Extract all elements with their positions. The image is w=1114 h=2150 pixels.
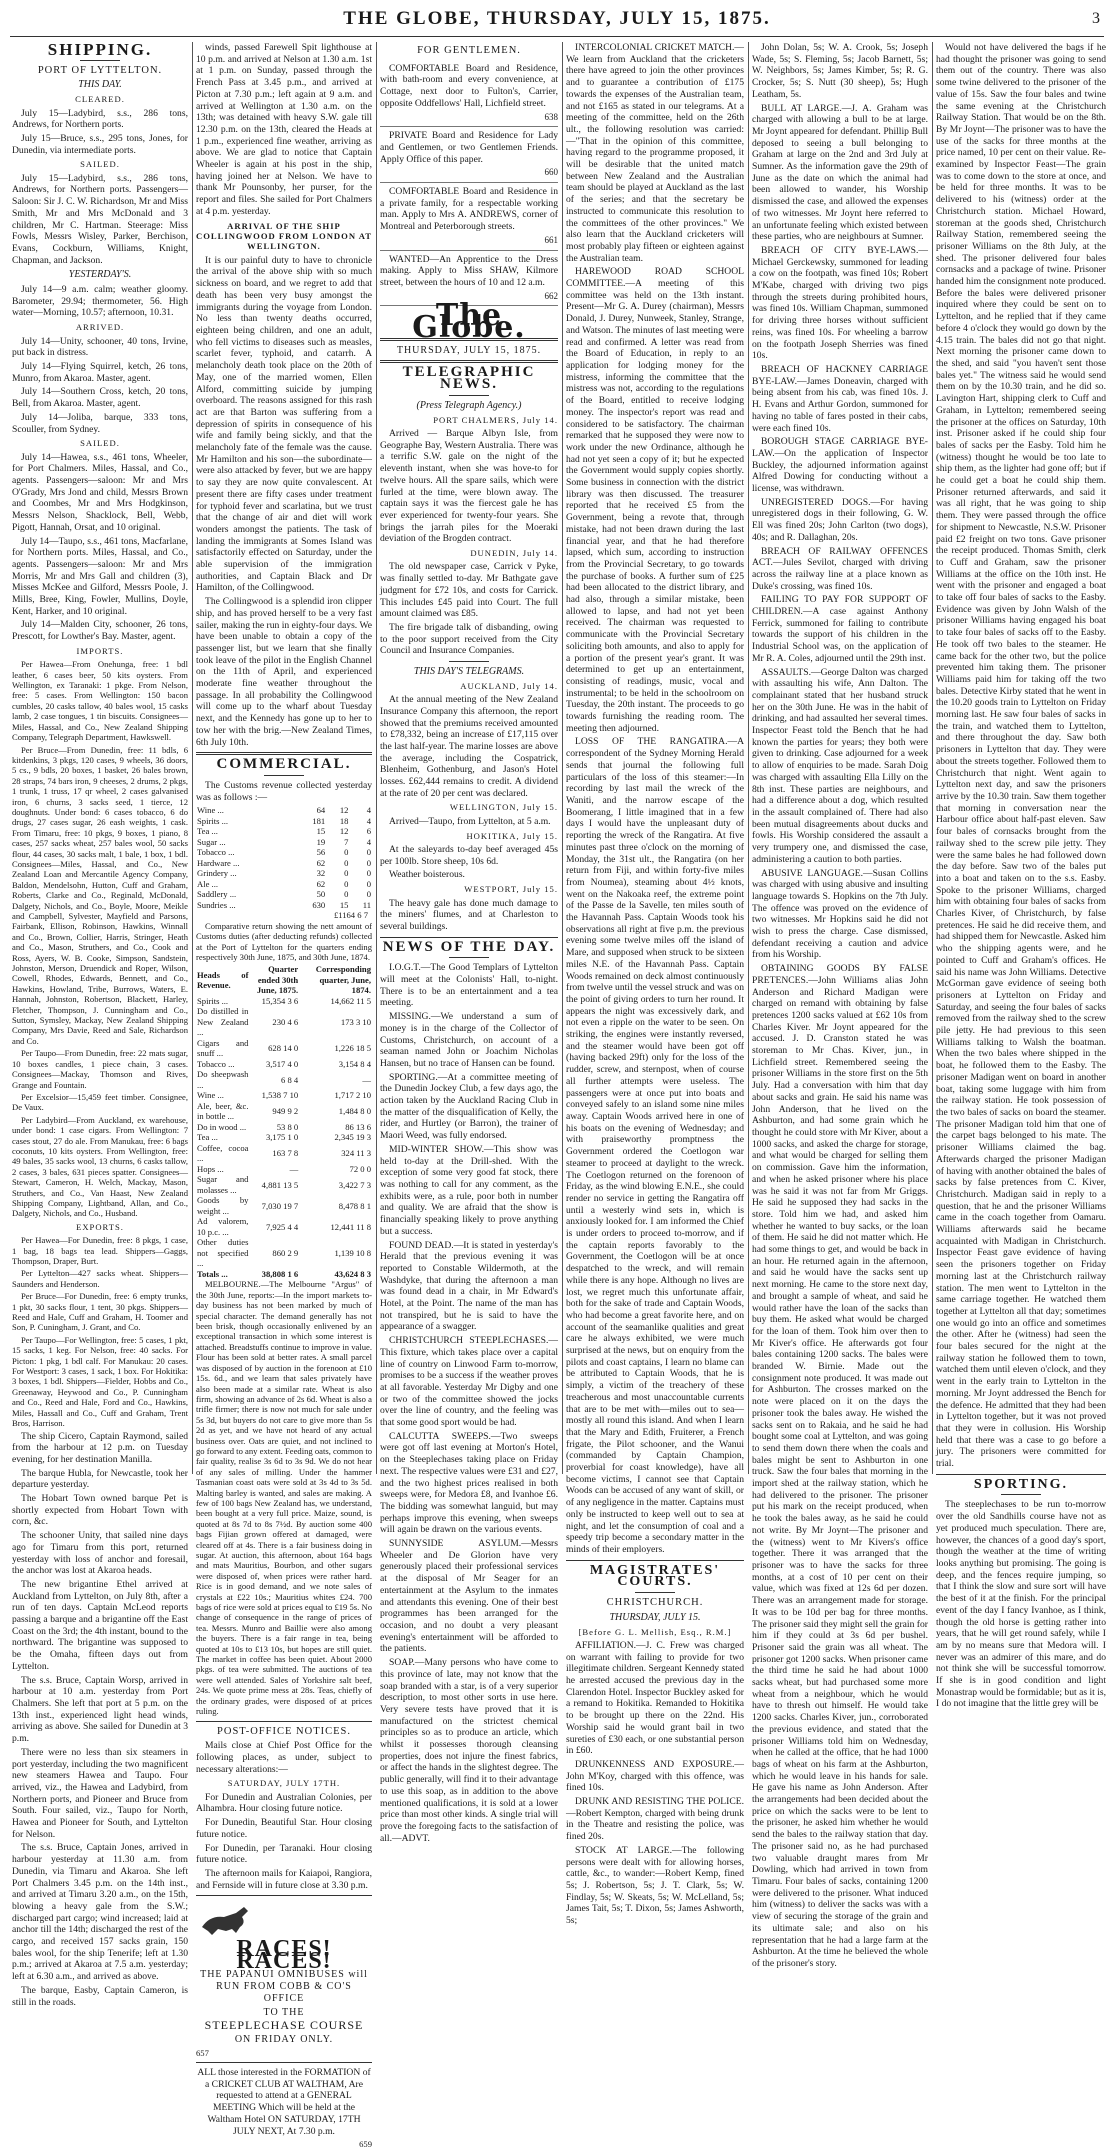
telegram: At the annual meeting of the New Zealand Insurance Company this afternoon, the report showed that the premiums received amounted to £78,332, being an increase of £17,115 over the last half-year. The marine losses are above the average, including the Cospatrick, Blenheim, Gothenburg, and Jason's Hotel losses. £62,444 remains to credit. A dividend at the rate of 20 per cent was declared. bbox=[380, 694, 558, 799]
divider bbox=[196, 2062, 372, 2063]
ad-number: 638 bbox=[544, 111, 558, 122]
table-cell: 50 bbox=[316, 889, 326, 900]
cricket-club-ad: ALL those interested in the FORMATION of a CRICKET CLUB AT WALTHAM, Are requested to attend at a GENERAL MEETING Which will be held at the Waltham Hotel ON SATURDAY, 17TH JULY NEXT, At 7.30 p.m. bbox=[197, 2067, 371, 2137]
divider bbox=[380, 937, 558, 938]
arrived-item: July 14—Southern Cross, ketch, 20 tons, Bell, from Akaroa. Master, agent. bbox=[12, 386, 188, 410]
table-row bbox=[196, 879, 372, 890]
table-row bbox=[196, 1269, 372, 1280]
court-case: OBTAINING GOODS BY FALSE PRETENCES.—John Williams alias John Anderson and Richard Madigan were charged on remand with obtaining by false pretences 1200 sacks valued at £62 10s from Charles Kiver. Mr Joynt appeared for the accused. J. D. Cranston stated he was storeman to Mr Chas. Kiver, jun., in Lichfield street. Remembered seeing the prisoner Williams in the store first on the 5th July. Had a conversation with him that day about sacks and grain. He said his name was John Anderson, that he lived on the Ashburton, and had some grain which he thought he could store with Mr Kiver, about a 1000 sacks, and asked the charge for storage, and what would be charged for selling them on commission. Gave him the information, and when he asked prisoner where his place was he said it was not far from Mr Griggs. He said he supposed they had sacks in the store. Told him we had, and asked him whether he wanted to buy sacks, or the loan of them. He said he did not matter which. He had some things to get, and would be back in an hour. He returned again in the afternoon, and said he would have the sacks sent up next morning. He came to the store next day, and brought a sample of wheat, and said he would rather have the loan of the sacks than buy them. He asked what would be charged for the loan of them. Took him over then to Mr Kiver's office. He afterwards got four bales containing 1200 sacks. The bales were branded W. Birnie. Made out the consignment note produced. It was made out for Ashburton. The crosses marked on the note were placed on it on the days the prisoner took the bales away. He wished the sacks sent on to Rakaia, and he said he had bought some coal at Lyttelton, and was going to send them down there when the coals and bales might be sent to Ashburton in one truck. Saw the four bales that morning in the import shed at the railway station, which he had delivered to the prisoner. The prisoner put his mark on the receipt produced, when he took the bales away, as he said he could not write. By Mr Joynt—The prisoner and the (witness) went to Mr Kivers's office together. There it was arranged that the prisoner was to have the sacks for three months, at a cost of 10 per cent on their value, which was fixed at 12s 6d per dozen. There was an arrangement made for storage. It was to be 10d per bag for three months. The prisoner said they might sell the grain for him if they could at 3s 6d per bushel. Prisoner said the grain was all wheat. The prisoner got 1200 sacks. When prisoner came the third time he said he had about 1000 sacks wheat, but had purchased some more wheat from a neighbour, which he would have to thresh out himself. He would take 1200 sacks. Charles Kiver, jun., corroborated the previous evidence, and stated that the prisoner Williams told him on Wednesday, when he called at the office, that he had 1000 bags of wheat on his farm at the Ashburton, which he would leave in his hands for sale. He gave his name as John Anderson. After the arrangements had been decided about the price on which the sacks were to be lent to the prisoner, he asked him whether he would send the bales to the railway station that day. The prisoner said no, as he had purchased two valuable draught mares from Mr Dowling, which had arrived in town from Timaru. Four bales of sacks, containing 1200 were delivered to the prisoner. What induced him (witness) to deliver the sacks was with a view of securing the storage of the grain and its ultimate sale; and also on his representation that he had a large farm at the Ashburton. At the time he believed the whole of the prisoner's story. bbox=[752, 963, 928, 1969]
this-days-telegrams-heading: THIS DAY'S TELEGRAMS. bbox=[413, 666, 525, 678]
table-cell: 12,441 11 8 bbox=[330, 1221, 371, 1232]
table-cell: 3,517 4 0 bbox=[265, 1058, 299, 1069]
table-cell: 56 bbox=[316, 847, 326, 858]
news-item: SPORTING.—At a committee meeting of the Dunedin Jockey Club, a few days ago, the action taken by the Auckland Racing Club in the matter of the disqualification of Kelly, the rider, and Hurtley (or Barron), the trainer of Maori Weed, was fully endorsed. bbox=[380, 1071, 558, 1142]
dateline: PORT CHALMERS, July 14. bbox=[433, 414, 558, 425]
divider bbox=[196, 1895, 372, 1896]
table-cell: 2,345 19 3 bbox=[334, 1132, 371, 1143]
ad-text: COMFORTABLE Board and Residence, with bath-room and every convenience, at Cottage, next door to Fulton's, Carrier, opposite Oddfellows' Hall, Lichfield street. bbox=[380, 62, 558, 109]
table-cell: 163 7 8 bbox=[272, 1148, 299, 1159]
ad-number: 661 bbox=[544, 234, 558, 245]
classified-ad bbox=[380, 60, 558, 128]
table-cell: 0 bbox=[344, 878, 349, 889]
exports-heading: EXPORTS. bbox=[76, 1221, 124, 1232]
post-notice: For Dunedin, per Taranaki. Hour closing future notice. bbox=[196, 1842, 372, 1866]
court-case: DRUNKENNESS AND EXPOSURE.—John M'Koy, charged with this offence, was fined 10s. bbox=[566, 1758, 744, 1794]
telegram: Arrived — Barque Albyn Isle, from Geographe Bay, Western Australia. There was a terrific S.W. gale on the night of the eleventh instant, when she was hove-to for twelve hours. All the spare sails, which were furled at the time, were blown away. The captain says it was the fiercest gale he has ever experienced for twenty-four years. She brings the jarrah piles for the Moeraki deviation of the Brogden contract. bbox=[380, 427, 558, 545]
table-cell: Sugar ... bbox=[197, 836, 226, 847]
table-cell: 1,484 8 0 bbox=[338, 1106, 371, 1117]
section-heading-sporting: SPORTING. bbox=[973, 1476, 1069, 1492]
newspaper-title: THE GLOBE, THURSDAY, JULY 15, 1875. bbox=[343, 8, 771, 29]
court-case: ABUSIVE LANGUAGE.—Susan Collins was charged with using abusive and insulting language towards S. Hopkins on the 7th July. The offence was proved on the evidence of two witnesses. Mr Hopkins said he did not wish to press the charge. Case dismissed, defendant receiving a caution and advice from his Worship. bbox=[752, 867, 928, 961]
column-news-continued bbox=[566, 42, 744, 1927]
arrival-paragraph: It is our painful duty to have to chronicle the arrival of the above ship with so much sickness on board, and we regret to add that death has been very busy amongst the immigrants during the voyage from London. No less than twenty deaths occurred, eighteen being children, and one an adult, who fell victims to diseases such as measles, scarlet fever, typhoid, and catarrh. A melancholy death took place on the 20th of May, one of the married women, Ellen Alford, committing suicide by jumping overboard. The reasons assigned for this rash act are that Barton was suffering from a depression of spirits in consequence of his wife and family being sickly, and that the melancholy fate of the female was the cause. Mr Hamilton and his son—the subordinate—were also attacked by fever, but we are happy to say they are now quite convalescent. At present there are fifty cases under treatment for typhoid fever and scarlatina, but we trust that the change of air and diet will work wonders amongst the patients. The task of landing the immigrants at Somes Island was satisfactorily effected on Saturday, under the able supervision of the immigration authorities, and Captain Black and Dr Hamilton, of the Collingwood. bbox=[196, 254, 372, 594]
court-case: Would not have delivered the bags if he had thought the prisoner was going to send them out of the country. There was also some twine delivered to the prisoner of the value of 15s. Saw the four bales and twine the same evening at the Christchurch Railway Station. That would be on the 8th. By Mr Joynt—The prisoner was to have the use of the sacks for three months at the price named, 10 per cent on their value. Re-examined by Inspector Feast—The grain was to come down to the store at once, and be held for three months. It was to be delivered to his (witness) order at the Christchurch station. Michael Howard, storeman at the goods shed, Christchurch Railway Station, remembered seeing the prisoner Williams on the 8th July, at the shed. The prisoner delivered four bales cornsacks and a package of twine. Prisoner handed him the consignment note produced. Before the bales were delivered prisoner inquired where they could be sent on to Lyttelton, and he replied that if they came before 4 o'clock they would go down by the 4.15 train. The bales did not go that night. Next morning the prisoner came down to the shed, and said "you haven't sent those bales yet." The witness said he would send them on by the 10.30 train, and he did so. Lavington Hart, shipping clerk to Cuff and Graham, in Lyttelton; remembered seeing the prisoner at the offices on Saturday, 10th inst. Prisoner asked if he could ship four bales of sacks per the Easby. Told him he (witness) thought he would be too late to ship them, as the lighter had gone off; but if he could get a boat he could ship them. Prisoner returned afterwards, and said it was all right, that he was going to ship them. They were passed through the office for shipment to Newcastle, N.S.W. Prisoner paid £2 freight on two tons. Gave prisoner the receipt produced. Thomas Smith, clerk to Cuff and Graham, saw the prisoner Williams at the office on the 10th inst. He went with the prisoner and engaged a boat to take off four bales of sacks to the Easby. Evidence was given by John Walsh of the prisoner Williams having engaged his boat to take four bales of sacks off to the Easby. He took off two bales to the steamer. He came back for the other two, but the police prevented him taking them. The prisoner Williams paid him for taking off the two bales. Detective Kirby stated that he went in the 10.20 goods train to Lyttelton on Friday morning last. He saw four bales of sacks in the train, and watched them to Lyttelton, and there throughout the day. Saw both prisoners in Lyttelton that day. They were about the streets together. Followed them to Christchurch that night. Went again to Lyttelton next day, and saw the prisoners arrive by the 10.30 train. Saw them together that morning in conversation near the Harbour office about half-past eleven. Saw four bales of cornsacks brought from the railway shed to the screw pile jetty. They were the same bales he had followed down the day before. Saw two of the bales put into a boat and taken on to the s.s. Easby. Spoke to the prisoner Williams, charged him with obtaining four bales of sacks from Charles Kiver, of Christchurch, by false pretences. He said he did receive them, and had shipped them for Newcastle. Asked him who the shipping agents were, and he pointed to Cuff and Graham's offices. He said his name was John Williams. Detective McGorman gave evidence of seeing both prisoners at Lyttelton on Friday and Saturday, and seeing the four bales of sacks removed from the railway shed to the screw pile jetty. He had previous to this seen Williams talking to Walsh the boatman. When the two bales where shipped in the boat, he followed them to the Easby. The prisoner Madigan went on board in another boat, taking some luggage with him from the railway station. He took possession of the two bales of sacks on board the steamer. The prisoner Madigan told him that one of the carpet bags belonged to his mate. The prisoner Williams claimed the bag. Afterwards charged the prisoner Madigan of having with another obtained the bales of sacks by false pretences from C. Kiver, Christchurch. Madigan said in reply to a question, that he and the prisoner Williams came in the coach together from Oamaru. Williams afterwards said he became acquainted with Madigan in Christchurch. Inspector Feast gave evidence of having seen the prisoners together on Friday morning last at the Christchurch railway station. The men went to Lyttelton in the same carriage together. He watched them together at Lyttelton all that day; sometimes one would go into an office and sometimes the other. After he (witness) had seen the four bales secured for the night at the railway station he followed them to town, watched them until eleven o'clock, and they went in the early train to Lyttelton in the morning. Mr Joynt addressed the Bench for the defence. He admitted that they had been in Lyttelton together, but it was not proved that they were in collusion. His Worship held that there was a case to go before a jury. The prisoners were committed for trial. bbox=[936, 42, 1106, 1470]
table-cell: Coffee, cocoa ... bbox=[197, 1142, 249, 1164]
court-case: DRUNK AND RESISTING THE POLICE.—Robert Kempton, charged with being drunk in the Theatre and resisting the police, was fined 20s. bbox=[566, 1796, 744, 1843]
table-cell: 12 bbox=[339, 805, 349, 816]
news-item: MID-WINTER SHOW.—This show was held to-day at the Drill-shed. With the exception of some very good fat stock, there was nothing to call for any comment, as the exhibits were, as a rule, poor both in number and quality. We are afraid that the show is financially speaking likely to prove anything but a success. bbox=[380, 1143, 558, 1237]
table-cell: Spirits ... bbox=[197, 995, 229, 1006]
classified-ad bbox=[380, 127, 558, 183]
telegram: Weather boisterous. bbox=[389, 869, 465, 881]
this-day-heading: THIS DAY. bbox=[78, 79, 122, 91]
court-location: CHRISTCHURCH. bbox=[606, 1597, 704, 1609]
imports-text: Per Bruce—From Dunedin, free: 11 bdls, 6 kitdenkins, 3 pkgs, 120 cases, 9 wheels, 36 doors, 5 cs., 9 bdls, 20 boxes, 1 basket, 26 bales brown, 28 straps, 74 bars iron, 9 cheeses, 2 drums, 2 pkgs, 1 trunk, 1 truss, 17 qr wheel, 2 cases galvanised iron, 6 churns, 3 sacks seed, 1 tierce, 12 doughnuts. Under bond: 6 cases tobacco, 6 do drugs, 27 cases sugar, 26 eash weights, 1 cask. From Timaru, free: 10 pkgs, 9 boxes, 1 piano, 8 cases, 257 sacks wheat, 257 bales wool, 50 sacks flour, 44 cases, 30 sacks malt, 1 bale, 1 box, 1 bdl. Consignees—Miles, Hassal, and Co., New Zealand Loan and Mercantile Agency Company, Baldon, Mendelsohn, Hutton, Cuff and Graham, Roberts, Clarke and Co., Reginald, McDonald, Dalgety, Nichols, and Co., Boyle, Moore, Meikle and Campbell, Sylvester, Mayfield and Parsons, Fairbank, Ellison, Robinson, Hawkins, Winnall and Co., Brown, Collier, Harris, Stringer, Heath and Co., Mason, Struthers, and Co., Cook and Ross, Ayers, W. B. Cooke, Simpson, Sandstein, Johnston, Merson, Druendick and Roper, Wilson, Cowell, Rhodes, Edwards, Bennett, and Co., Hawkins, Howland, Tribe, Burrows, Waters, E. Hannah, Johnston, Robertson, Blackett, Harley, Fletcher, Thompson, J. Cunningham and Co., Sutton, Symsley, Mackay, New Zealand Shipping Company, Mrs Davie, Reed and Sale, Richardson and Co. bbox=[12, 744, 188, 1046]
table-cell: 181 bbox=[312, 815, 326, 826]
table-cell: Tobacco ... bbox=[197, 1058, 235, 1069]
table-row bbox=[196, 1237, 372, 1269]
sailed-heading: SAILED. bbox=[80, 438, 120, 449]
table-cell: 53 8 0 bbox=[276, 1121, 299, 1132]
news-item: SUNNYSIDE ASYLUM.—Messrs Wheeler and De Glorion have very generously placed their professional services at the disposal of Mr Seager for an entertainment at the Asylum to the inmates and attendants this evening. One of their best programmes has been arranged for the occasion, and no doubt a very pleasant evening's entertainment will be afforded to the patients. bbox=[380, 1538, 558, 1655]
column-divider bbox=[932, 42, 933, 1474]
exports-text: Per Bruce—For Dunedin, free: 6 empty trunks, 1 pkt, 30 sacks flour, 1 tent, 30 pkgs. Shippers—Reed and Hale, Cuff and Graham, H. Toomer and Son, P. Cuningham, J. Grant, and Co. bbox=[12, 1291, 188, 1333]
telegram: The fire brigade talk of disbanding, owing to the poor support received from the City Council and Insurance Companies. bbox=[380, 621, 558, 657]
ad-number: 662 bbox=[544, 290, 558, 301]
races-ad-course: STEEPLECHASE COURSE bbox=[204, 2018, 364, 2033]
table-cell: 3,154 8 4 bbox=[338, 1058, 371, 1069]
table-row bbox=[196, 1164, 372, 1175]
exports-text: Per Taupo—For Wellington, free: 5 cases, 1 pkt, 15 sacks, 1 keg. For Nelson, free: 40 sacks. For Picton: 1 pkg, 1 bdl calf. For Manukau: 20 cases. For Westport: 3 cases, 1 sack, 1 box. For Hokitika: 3 boxes, 1 bdl. Shippers—Fielder, Hobbs and Co., Greenaway, Heywood and Co., P. Cunningham and Co., Reed and Hale, Ford and Co., Hawkins, Miles, Hassall and Co., Cuff and Graham, Trent Bros, Harrison. bbox=[12, 1334, 188, 1429]
table-cell: Hardware ... bbox=[197, 857, 240, 868]
section-heading-commercial: COMMERCIAL. bbox=[216, 756, 352, 773]
post-office-heading: POST-OFFICE NOTICES. bbox=[217, 1725, 351, 1737]
table-cell: 1,226 18 5 bbox=[334, 1043, 371, 1054]
table-cell: Tea ... bbox=[197, 1132, 218, 1143]
table-row bbox=[196, 826, 372, 837]
table-cell: 15 bbox=[316, 826, 326, 837]
table-row bbox=[196, 837, 372, 848]
post-notice: Mails close at Chief Post Office for the following places, as under, subject to necessary alterations:— bbox=[196, 1740, 372, 1775]
customs-intro: The Customs revenue collected yesterday was as follows :— bbox=[196, 780, 372, 803]
table-cell: 32 bbox=[316, 868, 326, 879]
court-case: BULL AT LARGE.—J. A. Graham was charged with allowing a bull to be at large. Mr Joynt appeared for defendant. Phillip Bull deposed to seeing a bull belonging to Graham at large on the 2nd and 3rd July at Sumner. As the information gave the 29th of June as the date on which the animal had been allowed to wander, his Worship dismissed the case, and allowed the expenses of two witnesses. Mr Joynt here referred to an unfortunate feeling which existed between these parties, who are neighbours at Sumner. bbox=[752, 102, 928, 243]
divider bbox=[566, 1560, 744, 1561]
sporting-text: The steeplechases to be run to-morrow over the old Sandhills course have not as yet produced much speculation. There are, however, the chances of a good day's sport, though the weather at the time of writing looks anything but promising. The going is deep, and the fences require jumping, so that I think the slow and sure sort will have the best of it at the finish. For the principal event of the day I fancy Ivanhoe, as I think, though the old horse is getting rather into years, that he will get round safely, while I am by no means sure that Medora will. I never was an admirer of this mare, and do not think she will be successful tomorrow. If she is in good condition and light Monastrap would be formidable; but as it is, I do not imagine that the little grey will be bbox=[936, 1499, 1106, 1710]
shipping-note: The s.s. Bruce, Captain Jones, arrived in harbour yesterday at 11.30 a.m. from Dunedin, via Timaru and Akaroa. She left Port Chalmers 3.45 p.m. on the 14th inst., and arrived at Timaru 3.20 a.m., on the 15th, blowing a heavy gale from the S.W.; discharged part cargo; wind increased; laid at anchor till the 14th; discharged the rest of the cargo, and received 157 sacks grain, 150 bales wool, for the ship Tenerife; left at 1.30 p.m.; arrived at Akaroa at 7.5 a.m. yesterday; left at 6.30 a.m., and arrived as above. bbox=[12, 1842, 188, 1983]
table-row bbox=[196, 858, 372, 869]
table-cell: 0 bbox=[366, 847, 371, 858]
section-heading-magistrates: MAGISTRATES' COURTS. bbox=[589, 1562, 721, 1590]
imports-text: Per Excelsior—15,459 feet timber. Consignee, De Vaux. bbox=[12, 1091, 188, 1113]
table-cell: 62 bbox=[316, 878, 326, 889]
table-cell: 0 bbox=[344, 868, 349, 879]
imports-text: Per Ladybird—From Auckland, ex warehouse, under bond: 1 case cigars. From Wellington: 7 cases stout, 27 do ale. From Manukau, free: 6 bags coconuts, 10 kits oysters. From Wellington, free: 49 bales, 35 sacks wool, 13 churns, 6 casks tallow, 2 cases, 3 bales, 631 pieces spatter. Consignees—Stewart, Cameron, H. Welch, Mackay, Mason, Struthers, and Co., Van Haast, New Zealand Shipping Company, Lightband, Allan, and Co., Dalgety, Nichols, and Co., Husband. bbox=[12, 1114, 188, 1219]
dateline: DUNEDIN, July 14. bbox=[470, 548, 558, 559]
dateline: WELLINGTON, July 15. bbox=[449, 802, 558, 813]
globe-masthead: The Globe. bbox=[412, 298, 526, 346]
shipping-note: The s.s. Bruce, Captain Worsp, arrived in harbour at 10 a.m. yesterday from Port Chalmers. She left that port at 5 p.m. on the 13th inst., experienced light head winds, arriving as above. She sailed for Dunedin at 3 p.m. bbox=[12, 1674, 188, 1745]
column-commercial bbox=[196, 42, 372, 2150]
column-divider bbox=[748, 42, 749, 1474]
table-cell: Hops ... bbox=[197, 1163, 224, 1174]
dateline: WESTPORT, July 15. bbox=[464, 884, 558, 895]
races-ad-text: THE PAPANUI OMNIBUSES will RUN FROM COBB & CO'S OFFICE bbox=[200, 1969, 368, 2004]
table-row bbox=[196, 1090, 372, 1101]
table-cell: Cigars and snuff ... bbox=[197, 1037, 249, 1059]
news-item: SOAP.—Many persons who have come to this province of late, may not know that the soap branded with a star, is of a very superior description, to most other sorts in use here. Very severe tests have proved that it is manufactured on the strictest chemical principles so as to produce an article, which whilst it possesses thorough cleansing properties, does not injure the finest fabrics, or affect the hands in the slightest degree. The public generally, will find it to their advantage to use this soap, as in addition to the above mentioned qualifications, it is sold at a lower price than most other kinds. A single trial will prove the foregoing facts to the satisfaction of all.—ADVT. bbox=[380, 1657, 558, 1844]
port-heading: PORT OF LYTTELTON. bbox=[37, 64, 163, 76]
table-cell: Ad valorem, 10 p.c. ... bbox=[197, 1216, 249, 1237]
cleared-item: July 15—Ladybird, s.s., 286 tons, Andrews, for Northern ports. bbox=[12, 107, 188, 131]
exports-text: Per Hawea—For Dunedin, free: 8 pkgs, 1 case, 1 bag, 18 bags tea lead. Shippers—Gaggs, Thompson, Draper, Burt. bbox=[12, 1235, 188, 1267]
sailed-item: July 15—Ladybird, s.s., 286 tons, Andrews, for Northern ports. Passengers—Saloon: Sir J. C. W. Richardson, Mr and Miss Smith, Mr and Mrs McDonald and 3 children, Mr C. Hartman. Steerage: Miss Fowls, Messrs Wisley, Parker, Berchison, Evans, Cockburn, Williams, Knight, Chapman, and Jackson. bbox=[12, 172, 188, 266]
court-case: FAILING TO PAY FOR SUPPORT OF CHILDREN.—A case against Anthony Ferrick, summoned for failing to contribute towards the support of his children in the Industrial School was, on the application of Mr R. A. Coles, adjourned until the 29th inst. bbox=[752, 594, 928, 664]
news-item: HAREWOOD ROAD SCHOOL COMMITTEE.—A meeting of this committee was held on the 13th instant. Present—Mr G. A. Durey (chairman), Messrs Donald, J. Durey, Nunweek, Stanley, Strange, and Watson. The minutes of last meeting were read and confirmed. A letter was read from the Board of Education, in reply to an application for lodging money for the mistress, informing the committee that the mistress was not, according to the regulations of the Board, entitled to receive lodging money. The inspector's report was read and considered to be satisfactory. The chairman remarked that he supposed they were now to work under the new Ordinance, although he had not yet seen a copy of it; but he expected the Government would supply copies shortly. Some business in connection with the district library was then discussed. The treasurer reported that he received £5 from the Government, being a revote that, through mistake, had not been drawn during the last financial year, and that he had therefore lapsed, which sum, according to instruction from the Provincial Secretary, to go towards the purchase of books. A further sum of £25 had been allocated to the district library, and had also, through a similar mistake, been allowed to lapse, and had not yet been received. The chairman was requested to communicate with the Provincial Secretary soliciting both amounts, and also to apply for a portion of the present year's grant. It was determined to get up an entertainment, consisting of readings, music, vocal and instrumental; to be held in the schoolroom on Tuesday, the 20th instant. The proceeds to go towards furnishing the reading room. The meeting then adjourned. bbox=[566, 266, 744, 734]
table-cell: Wine ... bbox=[197, 1090, 224, 1101]
table-cell: 14,662 11 5 bbox=[330, 995, 371, 1006]
table-cell: — bbox=[289, 1163, 299, 1174]
table-cell: Do distilled in New Zealand ... bbox=[197, 1006, 249, 1038]
ads-heading: FOR GENTLEMEN. bbox=[417, 45, 521, 56]
telegram: At the saleyards to-day beef averaged 45s per 100lb. Store sheep, 10s 6d. bbox=[380, 844, 558, 867]
customs-total: £1164 6 7 bbox=[333, 910, 368, 921]
divider bbox=[264, 775, 304, 776]
post-notice: For Dunedin and Australian Colonies, per Alhambra. Hour closing future notice. bbox=[196, 1791, 372, 1815]
arrived-item: July 14—Flying Squirrel, ketch, 26 tons, Munro, from Akaroa. Master, agent. bbox=[12, 360, 188, 384]
ad-text: PRIVATE Board and Residence for Lady and Gentlemen, or two Gentlemen Friends. Apply Office of this paper. bbox=[380, 130, 558, 165]
telegram: The old newspaper case, Carrick v Pyke, was finally settled to-day. Mr Bathgate gave judgment for £72 10s, and costs for Carrick. This includes £45 paid into Court. The full amount claimed was £85. bbox=[380, 561, 558, 620]
table-cell: Goods by weight ... bbox=[197, 1195, 249, 1216]
table-cell: 0 bbox=[366, 868, 371, 879]
imports-text: Per Taupo—From Dunedin, free: 22 mats sugar, 10 boxes candles, 1 piece chain, 3 cases. Consignees—Mackay, Thomson and Rives, Grange and Fountain. bbox=[12, 1048, 188, 1090]
divider bbox=[380, 360, 558, 363]
table-cell: 0 bbox=[366, 857, 371, 868]
table-cell: 19 bbox=[316, 836, 326, 847]
table-cell: 86 13 6 bbox=[345, 1121, 371, 1132]
table-row bbox=[196, 1216, 372, 1237]
imports-heading: IMPORTS. bbox=[76, 645, 124, 656]
races-ad-day: ON FRIDAY ONLY. bbox=[234, 2033, 334, 2045]
comparative-return: Comparative return showing the nett amount of Customs duties (after deducting refunds) collected at the Port of Lyttelton for the quarters ending respectively 30th June, 1875, and 30th June, 1874. bbox=[196, 920, 372, 963]
court-case: John Dolan, 5s; W. A. Crook, 5s; Joseph Wade, 5s; S. Fleming, 5s; Jacob Barnett, 5s; W. Neighbors, 5s; James Kimber, 5s; R. G. Crocker, 5s; S. Nutt (30 sheep), 5s; Hugh Leatham, 5s. bbox=[752, 42, 928, 100]
table-cell: 324 11 3 bbox=[341, 1148, 371, 1159]
table-row bbox=[196, 1059, 372, 1070]
races-ad-to: TO THE bbox=[263, 2006, 305, 2018]
shipping-note: The ship Cicero, Captain Raymond, sailed from the harbour at 12 p.m. on Tuesday evening, for her destination Manilla. bbox=[12, 1430, 188, 1465]
section-heading-news: NEWS OF THE DAY. bbox=[382, 938, 556, 955]
table-row bbox=[196, 889, 372, 900]
post-notice: For Dunedin, Beautiful Star. Hour closing future notice. bbox=[196, 1817, 372, 1840]
section-heading-telegraphic: TELEGRAPHIC NEWS. bbox=[402, 364, 536, 393]
column-divider bbox=[562, 42, 563, 1474]
court-case: ASSAULTS.—George Dalton was charged with assaulting his wife, Ann Dalton. The complainant stated that her husband struck her on the 30th June. He was in the habit of drinking, and had assaulted her several times. Inspector Feast told the Bench that he had known the parties for years; they both were given to drinking. Case adjourned for a week to allow of enquiries to be made. Sarah Doig was charged with assaulting Ella Lilly on the 8th inst. These parties are neighbours, and had a difference about a dog, which resulted in the assault complained of. There had also been mutual disagreements about ducks and fowls. His Worship considered the assault a very trumpery one, and dismissed the case, administering a caution to both parties. bbox=[752, 666, 928, 865]
court-case: STOCK AT LARGE.—The following persons were dealt with for allowing horses, cattle, &c., to wander:—Robert Kemp, fined 5s; J. Robertson, 5s; J. T. Clark, 5s; W. Findlay, 5s; W. Skeats, 5s; W. McLelland, 5s; James Tait, 5s; T. Dixon, 5s; James Ashworth, 5s; bbox=[566, 1844, 744, 1927]
table-row bbox=[196, 1174, 372, 1195]
table-cell: 230 4 6 bbox=[272, 1016, 299, 1027]
table-cell: 15 bbox=[339, 899, 349, 910]
court-case: BREACH OF HACKNEY CARRIAGE BYE-LAW.—James Doneavin, charged with being absent from his cab, was fined 10s. J. H. Evans and Arthur Gordon, summoned for having no table of fares posted in their cabs, were each fined 10s. bbox=[752, 363, 928, 434]
table-row bbox=[196, 847, 372, 858]
exports-text: Per Lyttelton—427 sacks wheat. Shippers—Saunders and Henderson. bbox=[12, 1268, 188, 1289]
table-row bbox=[196, 1101, 372, 1122]
court-date: THURSDAY, JULY 15. bbox=[609, 1611, 701, 1623]
table-cell: 1,717 2 10 bbox=[334, 1090, 371, 1101]
divider bbox=[80, 60, 120, 61]
races-ad-title: RACES! RACES! bbox=[236, 1936, 332, 1974]
table-cell: 7,925 4 4 bbox=[265, 1221, 299, 1232]
sailed-item: July 14—Hawea, s.s., 461 tons, Wheeler, for Port Chalmers. Miles, Hassal, and Co., agents. Passengers—saloon: Mr and Mrs O'Grady, Mrs Jond and child, Messrs Brown and Coombes, Mr and Mrs Hodgkinson, Messrs Nelson, Shacklock, Bell, Webb, Pigott, Hannah, Orsat, and 10 original. bbox=[12, 451, 188, 533]
table-row bbox=[196, 1038, 372, 1059]
page-number: 3 bbox=[1092, 10, 1100, 27]
table-cell: 0 bbox=[344, 857, 349, 868]
cleared-heading: CLEARED. bbox=[75, 94, 125, 105]
table-cell: 64 bbox=[316, 805, 326, 816]
table-cell: 0 bbox=[344, 889, 349, 900]
divider bbox=[449, 957, 489, 958]
table-row bbox=[196, 868, 372, 879]
post-notice: The afternoon mails for Kaiapoi, Rangiora, and Fernside will in future close at 3.30 p.m. bbox=[196, 1867, 372, 1891]
shipping-note: The Hobart Town owned barque Pet is shortly expected from Hobart Town with corn, &c. bbox=[12, 1493, 188, 1528]
table-cell: Other duties not specified ... bbox=[197, 1237, 249, 1269]
classified-ad bbox=[380, 183, 558, 251]
court-before: [Before G. L. Mellish, Esq., R.M.] bbox=[578, 1626, 732, 1637]
court-case: UNREGISTERED DOGS.—For having unregistered dogs in their following, G. W. Ell was fined 20s; John Carlton (two dogs), 40s; and R. Dallaghan, 20s. bbox=[752, 496, 928, 543]
section-heading-shipping: SHIPPING. bbox=[47, 40, 153, 59]
table-cell: 4 bbox=[366, 805, 371, 816]
ad-number: 660 bbox=[544, 167, 558, 178]
table-cell: 860 2 9 bbox=[272, 1247, 299, 1258]
table-cell: 628 14 0 bbox=[268, 1043, 299, 1054]
table-cell: 7 bbox=[344, 836, 349, 847]
weather-report: July 14—9 a.m. calm; weather gloomy. Barometer, 29.94; thermometer, 56. High water—Morning, 10.57; afternoon, 10.31. bbox=[12, 284, 188, 319]
column-shipping bbox=[12, 40, 188, 2008]
shipping-note: The barque Hubla, for Newcastle, took her departure yesterday. bbox=[12, 1467, 188, 1491]
sailed-item: July 14—Malden City, schooner, 26 tons, Prescott, for Lowther's Bay. Master, agent. bbox=[12, 619, 188, 643]
table-cell: 0 bbox=[366, 889, 371, 900]
table-cell: Do in wood ... bbox=[197, 1121, 247, 1132]
shipping-note: The schooner Unity, that sailed nine days ago for Timaru from this port, returned yesterday with loss of anchor and foresail, the anchor was lost at Akaroa heads. bbox=[12, 1530, 188, 1577]
news-item: FOUND DEAD.—It is stated in yesterday's Herald that the previous evening it was reported to Constable Wildermoth, at the Washdyke, that during the afternoon a man was found dead in a chair, in Mr Edward's Hotel, at the Point. The name of the man has not transpired, but he is said to have the appearance of a swagger. bbox=[380, 1239, 558, 1333]
table-cell: 1,139 10 8 bbox=[334, 1247, 371, 1258]
table-cell: Ale, beer, &c. in bottle ... bbox=[197, 1100, 249, 1122]
customs-table bbox=[196, 805, 372, 910]
table-cell: 949 9 2 bbox=[272, 1106, 299, 1117]
ad-text: WANTED—An Apprentice to the Dress making. Apply to Miss SHAW, Kilmore street, between the hours of 10 and 12 a.m. bbox=[380, 253, 558, 288]
column-courts-sporting bbox=[936, 42, 1106, 1710]
post-date: SATURDAY, JULY 17TH. bbox=[227, 1778, 341, 1789]
cleared-item: July 15—Bruce, s.s., 295 tons, Jones, for Dunedin, via intermediate ports. bbox=[12, 132, 188, 156]
divider bbox=[936, 1474, 1106, 1475]
table-cell: 0 bbox=[344, 847, 349, 858]
table-cell: Grindery ... bbox=[197, 868, 237, 879]
news-item: CALCUTTA SWEEPS.—Two sweeps were got off last evening at Morton's Hotel, on the Steeplechases taking place on Friday next. The respective values were £31 and £27, and the two highest prices realised in both sweeps were, for Medora £8, and Ivanhoe £6. The bidding was somewhat languid, but may perhaps improve this evening, when sweeps will again be drawn on the various events. bbox=[380, 1430, 558, 1536]
table-cell: — bbox=[362, 1074, 371, 1085]
table-cell: Wine ... bbox=[197, 805, 224, 816]
sailed-item: July 14—Taupo, s.s., 461 tons, Macfarlane, for Northern ports. Miles, Hassal, and Co., agents. Passengers—saloon: Mr and Mrs Morris, Mr and Mrs Gall and children (3), Misses McKee and Gilford, Messrs Poole, J. Mills, Bree, King, Fowler, Mullins, Doyle, Kent, Harker, and 10 original. bbox=[12, 535, 188, 617]
table-cell: 38,808 1 6 bbox=[261, 1268, 299, 1279]
table-cell: 6 8 4 bbox=[281, 1074, 299, 1085]
table-row bbox=[196, 900, 372, 911]
table-row bbox=[196, 1132, 372, 1143]
table-cell: 62 bbox=[316, 857, 326, 868]
table-cell: 12 bbox=[339, 826, 349, 837]
sailed-heading: SAILED. bbox=[80, 159, 120, 170]
dateline: AUCKLAND, July 14. bbox=[460, 680, 558, 691]
divider bbox=[196, 1721, 372, 1722]
news-item: LOSS OF THE RANGATIRA.—A correspondent of the Sydney Morning Herald sends that journal the following full particulars of the loss of this steamer:—In recording by last mail the wreck of the Waniti, and the narrow escape of the Boomerang, I little imagined that in a few days I would have the unpleasant duty of reporting the wreck of the Rangatira. At five minutes past three o'clock on the morning of Monday, the 31st ult., the Rangatira (on her return from Fiji, and within forty-five miles from Noumea), steaming about 4½ knots, went on the Nakoaka reef, the extreme point of the Passe de la Savelle, ten miles south of the Havannah Pass. Captain Woods took his observations all right at five p.m. the previous evening some twelve miles off the island of Mare, and supposed when struck to be sixteen miles N.E. of the Havannah Pass. Captain Woods remained on deck almost continuously from twelve until the vessel struck and was on the point of giving orders to turn her round. It appears the night was excessively dark, and not even a ripple on the water to be seen. On striking, the engines were instantly reversed, and the steamer would have been got off (having backed 29ft) only for the loss of the rudder, screw, and sternpost, when of course all further attempts were useless. The passengers were at once put into boats and conveyed safely to an island some nine miles away. Captain Woods arrived here in one of his boats on the evening of Wednesday; and with praiseworthy promptness the Government ordered the Coetlogon war steamer to proceed at daylight to the wreck. The Coetlogon returned on the forenoon of Friday, as the wind blowing E.N.E., she could render no service in getting the Rangatira off until a westerly wind sets in, which is anxiously looked for. I am informed the Chief is under orders to proceed to-morrow, and if the captain reports favorably to the Government, the Coetlogon will be at once despatched to the wreck, and will remain while there is any hope. Although no lives are lost, we regret much this unfortunate affair, both for the sake of trade and Captain Woods, who had become a great favorite here, and on account of the seamanlike qualities and great care he always exhibited, we were much surprised at the news, but on enquiry from the pilots and coast captains, I learn no blame can be attributed to Captain Woods, that he is simply, a victim of the treachery of these treacherous and most unaccountable currents that are to be met with—miles out to sea—mostly all round this island. And when I learn that the Mary and Edith, Fruiterer, a French frigate, the Pilot schooner, and the Wanui (commanded by Captain Champion, proverbial for coast knowledge), have all become victims, I cannot see that Captain Woods can be accused of any want of skill, or of any negligence in the matter. Captains must only be instructed to keep well out to sea at night, and let the consumption of coal and a speedy trip become a secondary matter in the minds of their employers. bbox=[566, 736, 744, 1555]
table-row bbox=[196, 1143, 372, 1164]
column-courts bbox=[752, 42, 928, 1969]
arrived-item: July 14—Joliba, barque, 333 tons, Scouller, from Sydney. bbox=[12, 411, 188, 435]
table-cell: 43,624 8 3 bbox=[334, 1268, 371, 1279]
comparative-table bbox=[196, 964, 372, 1279]
table-row bbox=[196, 996, 372, 1007]
court-case: BREACH OF RAILWAY OFFENCES ACT.—Jules Sevilot, charged with driving across the railway line at a place known as Duke's crossing, was fined 10s. bbox=[752, 545, 928, 592]
news-item: I.O.G.T.—The Good Templars of Lyttelton will meet at the Colonists' Hall, to-night. There is to be an entertainment and a tea meeting. bbox=[380, 962, 558, 1009]
table-row bbox=[196, 1069, 372, 1090]
table-cell: 3,422 7 3 bbox=[338, 1179, 371, 1190]
table-cell: Saddlery ... bbox=[197, 889, 237, 900]
table-cell: Sundries ... bbox=[197, 899, 236, 910]
table-cell: 11 bbox=[362, 899, 371, 910]
arrived-heading: ARRIVED. bbox=[75, 322, 125, 333]
shipping-note: The barque, Easby, Captain Cameron, is still in the roads. bbox=[12, 1984, 188, 2008]
table-row bbox=[196, 805, 372, 816]
shipping-note: The new brigantine Ethel arrived at Auckland from Lyttelton, on July 8th, after a run of ten days. Captain McLeod reports passing a barque and a brigantine off the East Coast on the 3rd; the 4th instant, bound to the northward. The brigantine was supposed to be the Omaha, fifteen days out from Lyttelton. bbox=[12, 1578, 188, 1672]
ad-text: COMFORTABLE Board and Residence in a private family, for a respectable working man. Apply to Mrs A. ANDREWS, corner of Montreal and Peterborough streets. bbox=[380, 186, 558, 233]
table-cell: 18 bbox=[339, 815, 349, 826]
table-cell: Ale ... bbox=[197, 878, 219, 889]
court-case: AFFILIATION.—J. C. Frew was charged on warrant with failing to provide for two illegitimate children. Sergeant Kennedy stated he arrested accused the previous day in the Clarendon Hotel. Inspector Buckley asked for a remand to Hokitika. Remanded to Hokitika to be brought up there on the 22nd. His Worship said he would grant bail in two sureties of £30 each, or one substantial person in £60. bbox=[566, 1639, 744, 1757]
table-cell: 630 bbox=[312, 899, 326, 910]
divider bbox=[1001, 1494, 1041, 1495]
divider bbox=[449, 395, 489, 396]
ad-number: 659 bbox=[359, 2139, 372, 2150]
news-item: MISSING.—We understand a sum of money is in the charge of the Collector of Customs, Christchurch, on account of a seaman named John or Joachim Nicholas Hansen, but no trace of Hansen can be found. bbox=[380, 1011, 558, 1069]
shipping-note: There were no less than six steamers in port yesterday, including the two magnificent new steamers Hawea and Taupo. Four arrived, viz., the Hawea and Ladybird, from Northern ports, and Pioneer and Bruce from South. Four sailed, viz., Taupo for North, Hawea and Pioneer for South, and Lyttelton for Nelson. bbox=[12, 1746, 188, 1840]
table-cell: 6 bbox=[366, 826, 371, 837]
table-cell: 4,881 13 5 bbox=[261, 1179, 299, 1190]
arrival-paragraph: The Collingwood is a splendid iron clipper ship, and has proved herself to be a very fast sailer, making the run in eighty-four days. We have been unable to obtain a copy of the passenger list, but we learn that she finally took leave of the pilot in the English Channel on the 11th of April, and experienced moderate fine weather throughout the passage. In all probability the Collingwood will come up to the wharf about Tuesday next, and the Kennedy has gone up to her to tow her with the brig.—New Zealand Times, 6th July 10th. bbox=[196, 596, 372, 748]
court-case: BOROUGH STAGE CARRIAGE BYE-LAW.—On the application of Inspector Buckley, the adjourned information against Alfred Dowing for conducting without a license, was withdrawn. bbox=[752, 436, 928, 495]
table-cell: 0 bbox=[366, 878, 371, 889]
table-row bbox=[196, 1122, 372, 1133]
table-cell: Heads of Revenue. bbox=[197, 969, 249, 991]
arrival-heading: ARRIVAL OF THE SHIP COLLINGWOOD FROM LONDON AT WELLINGTON. bbox=[196, 220, 372, 252]
table-cell: Quarter ended 30th June, 1875. bbox=[256, 964, 299, 996]
table-cell: Sugar and molasses ... bbox=[197, 1174, 249, 1195]
divider bbox=[449, 661, 489, 662]
table-cell: Do sheepwash ... bbox=[197, 1069, 249, 1090]
court-case: BREACH OF CITY BYE-LAWS.—Michael Gerckewsky, summoned for leading a cow on the footpath, was fined 10s; Robert M'Kabe, charged with driving two pigs through the streets during prohibited hours, was fined 10s. William Chapman, summoned for driving three horses without sufficient reins, was fined 10s. For wheeling a barrow on the footpath Joseph Sherries was fined 10s. bbox=[752, 244, 928, 362]
issue-date: THURSDAY, JULY 15, 1875. bbox=[396, 344, 542, 356]
table-cell: Tobacco ... bbox=[197, 847, 235, 858]
table-cell: 7,030 19 7 bbox=[261, 1200, 299, 1211]
table-row bbox=[196, 1006, 372, 1038]
table-cell: Totals ... bbox=[197, 1268, 228, 1279]
divider bbox=[635, 1592, 675, 1593]
imports-text: Per Hawea—From Onehunga, free: 1 bdl leather, 6 cases beer, 50 kits oysters. From Wellington, ex Taranaki: 1 pkge. From Nelson, free: 5 cases. From Wellington: 150 bacon cumbles, 20 casks tallow, 40 bales wool, 15 casks lamb, 2 case tongues, 1 tin biscuits. Consignees—Miles, Hassal, and Co., New Zealand Shipping Company, Telegraph Department, Hawkswell. bbox=[12, 659, 188, 743]
shipping-continued: winds, passed Farewell Spit lighthouse at 10 p.m. and arrived at Nelson at 1.30 a.m. 1st at 1 p.m. on Sunday, passed through the French Pass at 3.45 p.m., and arrived at Picton at 7.30 p.m.; left again at 9 a.m. and arrived at Wellington at 1.30 a.m. on the 13th; was detained with heavy S.W. gale till 12.30 p.m. on the 13th, cleared the Heads at 1 p.m., experienced fine weather, arriving as above. We are glad to notice that Captain Wheeler is again at his post in the ship, having joined her at Nelson. We have to thank Mr Pounsonby, her purser, for the report and files. She sailed for Port Chalmers at 4 p.m. yesterday. bbox=[196, 42, 372, 217]
divider bbox=[196, 752, 372, 755]
table-cell: 4 bbox=[366, 815, 371, 826]
table-cell: 15,354 3 6 bbox=[261, 995, 299, 1006]
racehorse-icon bbox=[196, 1903, 256, 1937]
melbourne-report: MELBOURNE.—The Melbourne "Argus" of the 30th June, reports:—In the import markets to-day business has not been marked by much of special character. The demand generally has not been brisk, though occasionally enlivened by an exceptional transaction in which some interest is attached. Breadstuffs continue to improve in value. Flour has been sold at better rates. A small parcel was disposed of by auction in the forenoon at £10 15s. 6d., and we learn that sales privately have also been made at a similar rate. Wheat is also firm, showing an advance of 2s 6d. Wheat is also a trifle firmer; there is now not much for sale under 5s 3d, but buyers do not care to give more than 5s 2d as yet, and we have not heard of any actual business over. Oats are quiet, and not inclined to go forward to any extent. Feeding oats, common to fair quality, realise 3s 6d to 3s 9d. We do not hear of any sales of milling. Under the hammer Tasmanian coast oats were sold at 3s 4d to 3s 5d. Malting barley is wanted, and sales are making. A few of 100 bags New Zealand has, we understand, been bought at a very full price. Maize, sound, is quoted at 8s 7d to 8s 7½d. By auction some 400 bags Fijian grown offered at damaged, were cleared off at 4s. There is a fair business doing in sugar. At auction, this afternoon, about 164 bags and mats Mauritius, Bourbon, and other sugars were disposed of, when prices were rather hard. Rice is in good demand, and we note sales of crystals at £22 10s.; Mauritius whites £24. 700 bags of rice were sold at prices equal to £19 5s. No change of consequence in the range of prices of tea. Messrs. Munro and Baillie were also among the buyers. There is a fair range in tea, being quoted at 10s to £13 10s, but hopes are still quiet. The market in coffee has been quiet. About 2000 pkgs. of tea were submitted. The auctions of tea were well attended. Sales of Yorkshire salt beef, 24s. We quote prime mess at 28s. Teas, chiefly of the ordinary grades, were disposed of at prices ruling. bbox=[196, 1279, 372, 1717]
telegram: The heavy gale has done much damage to the miners' flumes, and at Charleston to several buildings. bbox=[380, 897, 558, 932]
table-cell: 1,538 7 10 bbox=[261, 1090, 299, 1101]
dateline: HOKITIKA, July 15. bbox=[466, 830, 558, 841]
ad-number: 657 bbox=[196, 2047, 209, 2058]
telegram: Arrived—Taupo, from Lyttelton, at 5 a.m. bbox=[389, 815, 551, 827]
table-cell: Tea ... bbox=[197, 826, 218, 837]
masthead bbox=[10, 8, 1104, 34]
arrived-item: July 14—Unity, schooner, 40 tons, Irvine, put back in distress. bbox=[12, 335, 188, 359]
news-item: CHRISTCHURCH STEEPLECHASES.—This fixture, which takes place over a capital line of country on Linwood Farm to-morrow, promises to be a success if the weather proves at all favorable. Yesterday Mr Digby and one or two of the committee showed the jocks over the line of country, and the feeling was that some good sport would be had. bbox=[380, 1335, 558, 1429]
yesterday-heading: YESTERDAY'S. bbox=[68, 269, 132, 281]
news-item: INTERCOLONIAL CRICKET MATCH.—We learn from Auckland that the cricketers there have agreed to join the other provinces and to guarantee a contribution of £175 towards the expenses of the Australian team, and not £165 as stated in our telegrams. At a meeting of the committee, held on the 26th ult., the following resolution was carried:—"That in the opinion of this committee, having regard to the programme proposed, it will be desirable that the united match between New Zealand and the Australian team should be played at Auckland as the last of the series; and that the secretary be instructed to communicate this resolution to the committees of the other provinces." We also learn that the Auckland cricketers will most probably play fifteen or eighteen against the Australian team. bbox=[566, 42, 744, 264]
press-agency: (Press Telegraph Agency.) bbox=[416, 399, 522, 411]
table-cell: Corresponding quarter, June, 1874. bbox=[315, 964, 371, 996]
table-cell: 3,175 1 0 bbox=[265, 1132, 299, 1143]
column-divider bbox=[376, 42, 377, 1474]
table-cell: 173 3 10 bbox=[340, 1016, 371, 1027]
table-cell: 72 0 0 bbox=[349, 1163, 371, 1174]
masthead-rule bbox=[10, 36, 1104, 37]
column-divider bbox=[192, 42, 193, 1474]
table-cell: Spirits ... bbox=[197, 815, 229, 826]
table-row bbox=[196, 964, 372, 996]
table-cell: 8,478 8 1 bbox=[338, 1200, 371, 1211]
column-globe-news bbox=[380, 42, 558, 1844]
table-row bbox=[196, 1195, 372, 1216]
table-cell: 4 bbox=[366, 836, 371, 847]
table-row bbox=[196, 816, 372, 827]
